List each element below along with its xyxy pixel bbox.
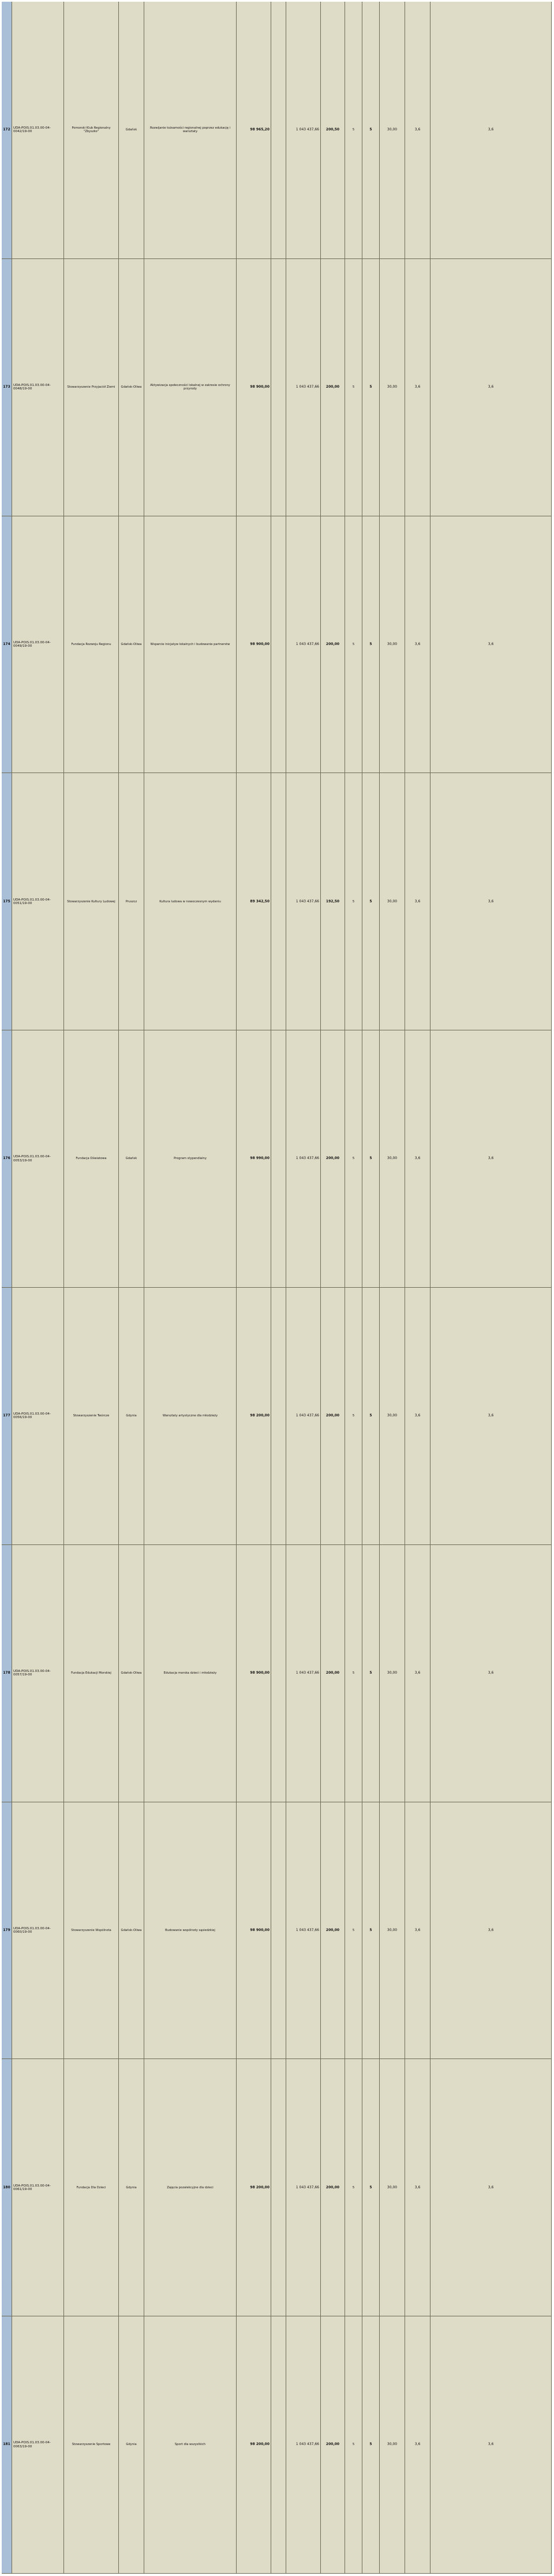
value-d-cell: 30,00 bbox=[380, 259, 405, 516]
row-number-cell: 173 bbox=[2, 259, 12, 516]
application-id-cell: UDA-POIS.01.03.00-04-0049/19-00 bbox=[12, 516, 64, 773]
total-amount-cell: 1 043 437,66 bbox=[286, 2316, 321, 2573]
value-f-cell: 3,6 bbox=[431, 1288, 552, 1544]
city-cell: Gdańsk bbox=[119, 1030, 144, 1287]
value-c-cell: 5 bbox=[362, 2, 380, 258]
value-f-cell: 3,6 bbox=[431, 1545, 552, 1802]
value-e-cell: 3,6 bbox=[405, 2, 431, 258]
value-c-cell: 5 bbox=[362, 516, 380, 773]
project-description-cell: Budowanie wspólnoty sąsiedzkiej bbox=[144, 1802, 237, 2059]
beneficiary-name-cell: Stowarzyszenie Twórcze bbox=[64, 1288, 119, 1544]
city-cell: Gdańsk-Oliwa bbox=[119, 516, 144, 773]
value-c-cell: 5 bbox=[362, 1545, 380, 1802]
score-cell: 200,00 bbox=[321, 1288, 345, 1544]
beneficiary-name-cell: Fundacja Rozwoju Regionu bbox=[64, 516, 119, 773]
total-amount-cell: 1 043 437,66 bbox=[286, 1545, 321, 1802]
value-d-cell: 30,00 bbox=[380, 2059, 405, 2316]
beneficiary-name-cell: Stowarzyszenie Sportowe bbox=[64, 2316, 119, 2573]
value-b-cell: 5 bbox=[345, 516, 362, 773]
value-d-cell: 30,00 bbox=[380, 2316, 405, 2573]
beneficiary-name-cell: Pomorski Klub Regionalny "Zbyszko" bbox=[64, 2, 119, 258]
application-id-cell: UDA-POIS.01.03.00-04-0042/19-00 bbox=[12, 2, 64, 258]
value-b-cell: 5 bbox=[345, 1802, 362, 2059]
amount-cell: 98 200,00 bbox=[237, 2316, 271, 2573]
value-d-cell: 30,00 bbox=[380, 1802, 405, 2059]
value-b-cell: 5 bbox=[345, 2, 362, 258]
value-b-cell: 5 bbox=[345, 2059, 362, 2316]
flag-cell bbox=[271, 259, 286, 516]
value-f-cell: 3,6 bbox=[431, 1030, 552, 1287]
row-number-cell: 172 bbox=[2, 2, 12, 258]
table-row bbox=[2, 1288, 552, 1545]
application-id-cell: UDA-POIS.01.03.00-04-0057/19-00 bbox=[12, 1545, 64, 1802]
score-cell: 200,00 bbox=[321, 2059, 345, 2316]
total-amount-cell: 1 043 437,66 bbox=[286, 1030, 321, 1287]
project-description-cell: Edukacja morska dzieci i młodzieży bbox=[144, 1545, 237, 1802]
total-amount-cell: 1 043 437,66 bbox=[286, 773, 321, 1030]
value-e-cell: 3,6 bbox=[405, 1802, 431, 2059]
beneficiary-name-cell: Fundacja Edukacji Morskiej bbox=[64, 1545, 119, 1802]
city-cell: Gdańsk-Oliwa bbox=[119, 259, 144, 516]
flag-cell bbox=[271, 1545, 286, 1802]
score-cell: 200,00 bbox=[321, 259, 345, 516]
score-cell: 200,50 bbox=[321, 2, 345, 258]
value-c-cell: 5 bbox=[362, 259, 380, 516]
score-cell: 192,50 bbox=[321, 773, 345, 1030]
city-cell: Pruszcz bbox=[119, 773, 144, 1030]
value-e-cell: 3,6 bbox=[405, 259, 431, 516]
project-description-cell: Sport dla wszystkich bbox=[144, 2316, 237, 2573]
project-description-cell: Aktywizacja społeczności lokalnej w zakresie ochrony przyrody bbox=[144, 259, 237, 516]
row-number-cell: 176 bbox=[2, 1030, 12, 1287]
amount-cell: 98 200,00 bbox=[237, 1288, 271, 1544]
amount-cell: 98 900,00 bbox=[237, 259, 271, 516]
beneficiary-name-cell: Fundacja Dla Dzieci bbox=[64, 2059, 119, 2316]
value-c-cell: 5 bbox=[362, 2316, 380, 2573]
value-b-cell: 5 bbox=[345, 1288, 362, 1544]
value-e-cell: 3,6 bbox=[405, 1288, 431, 1544]
value-f-cell: 3,6 bbox=[431, 2, 552, 258]
total-amount-cell: 1 043 437,66 bbox=[286, 2, 321, 258]
value-b-cell: 5 bbox=[345, 259, 362, 516]
flag-cell bbox=[271, 1288, 286, 1544]
value-f-cell: 3,6 bbox=[431, 516, 552, 773]
table-row bbox=[2, 2316, 552, 2574]
value-c-cell: 5 bbox=[362, 1802, 380, 2059]
row-number-cell: 178 bbox=[2, 1545, 12, 1802]
application-id-cell: UDA-POIS.01.03.00-04-0063/19-00 bbox=[12, 2316, 64, 2573]
application-id-cell: UDA-POIS.01.03.00-04-0061/19-00 bbox=[12, 2059, 64, 2316]
value-f-cell: 3,6 bbox=[431, 1802, 552, 2059]
amount-cell: 98 200,00 bbox=[237, 2059, 271, 2316]
beneficiary-name-cell: Stowarzyszenie Kultury Ludowej bbox=[64, 773, 119, 1030]
application-id-cell: UDA-POIS.01.03.00-04-0051/19-00 bbox=[12, 773, 64, 1030]
project-description-cell: Zajęcia pozalekcyjne dla dzieci bbox=[144, 2059, 237, 2316]
value-b-cell: 5 bbox=[345, 1545, 362, 1802]
score-cell: 200,00 bbox=[321, 516, 345, 773]
city-cell: Gdańsk-Oliwa bbox=[119, 1545, 144, 1802]
flag-cell bbox=[271, 2, 286, 258]
value-d-cell: 30,00 bbox=[380, 1545, 405, 1802]
amount-cell: 98 990,00 bbox=[237, 1030, 271, 1287]
total-amount-cell: 1 043 437,66 bbox=[286, 516, 321, 773]
row-number-cell: 180 bbox=[2, 2059, 12, 2316]
value-c-cell: 5 bbox=[362, 1288, 380, 1544]
city-cell: Gdynia bbox=[119, 2316, 144, 2573]
row-number-cell: 174 bbox=[2, 516, 12, 773]
flag-cell bbox=[271, 516, 286, 773]
amount-cell: 98 900,00 bbox=[237, 516, 271, 773]
value-b-cell: 5 bbox=[345, 1030, 362, 1287]
score-cell: 200,00 bbox=[321, 1030, 345, 1287]
value-d-cell: 30,00 bbox=[380, 2, 405, 258]
value-b-cell: 5 bbox=[345, 773, 362, 1030]
table-row bbox=[2, 2, 552, 259]
table-row bbox=[2, 1030, 552, 1288]
value-c-cell: 5 bbox=[362, 1030, 380, 1287]
city-cell: Gdynia bbox=[119, 2059, 144, 2316]
table-row bbox=[2, 2059, 552, 2316]
score-cell: 200,00 bbox=[321, 2316, 345, 2573]
flag-cell bbox=[271, 2059, 286, 2316]
value-f-cell: 3,6 bbox=[431, 259, 552, 516]
amount-cell: 98 900,00 bbox=[237, 1545, 271, 1802]
city-cell: Gdańsk-Oliwa bbox=[119, 1802, 144, 2059]
value-e-cell: 3,6 bbox=[405, 2316, 431, 2573]
flag-cell bbox=[271, 773, 286, 1030]
flag-cell bbox=[271, 1802, 286, 2059]
project-description-cell: Rozwijanie tożsamości regionalnej poprzez edukację i warsztaty bbox=[144, 2, 237, 258]
flag-cell bbox=[271, 1030, 286, 1287]
project-description-cell: Warsztaty artystyczne dla młodzieży bbox=[144, 1288, 237, 1544]
city-cell: Gdańsk bbox=[119, 2, 144, 258]
project-description-cell: Kultura ludowa w nowoczesnym wydaniu bbox=[144, 773, 237, 1030]
city-cell: Gdynia bbox=[119, 1288, 144, 1544]
amount-cell: 98 965,20 bbox=[237, 2, 271, 258]
value-b-cell: 5 bbox=[345, 2316, 362, 2573]
total-amount-cell: 1 043 437,66 bbox=[286, 259, 321, 516]
score-cell: 200,00 bbox=[321, 1545, 345, 1802]
project-description-cell: Wsparcie inicjatyw lokalnych i budowanie partnerstw bbox=[144, 516, 237, 773]
table-row bbox=[2, 516, 552, 774]
total-amount-cell: 1 043 437,66 bbox=[286, 2059, 321, 2316]
value-d-cell: 30,00 bbox=[380, 1288, 405, 1544]
value-e-cell: 3,6 bbox=[405, 773, 431, 1030]
application-id-cell: UDA-POIS.01.03.00-04-0060/19-00 bbox=[12, 1802, 64, 2059]
application-id-cell: UDA-POIS.01.03.00-04-0053/19-00 bbox=[12, 1030, 64, 1287]
value-f-cell: 3,6 bbox=[431, 2059, 552, 2316]
row-number-cell: 177 bbox=[2, 1288, 12, 1544]
row-number-cell: 181 bbox=[2, 2316, 12, 2573]
application-id-cell: UDA-POIS.01.03.00-04-0056/19-00 bbox=[12, 1288, 64, 1544]
value-e-cell: 3,6 bbox=[405, 1545, 431, 1802]
beneficiary-name-cell: Stowarzyszenie Wspólnota bbox=[64, 1802, 119, 2059]
table-row bbox=[2, 1545, 552, 1802]
value-d-cell: 30,00 bbox=[380, 516, 405, 773]
score-cell: 200,00 bbox=[321, 1802, 345, 2059]
table-row bbox=[2, 773, 552, 1030]
amount-cell: 89 342,50 bbox=[237, 773, 271, 1030]
value-e-cell: 3,6 bbox=[405, 1030, 431, 1287]
beneficiary-name-cell: Fundacja Oświatowa bbox=[64, 1030, 119, 1287]
row-number-cell: 179 bbox=[2, 1802, 12, 2059]
flag-cell bbox=[271, 2316, 286, 2573]
value-e-cell: 3,6 bbox=[405, 2059, 431, 2316]
total-amount-cell: 1 043 437,66 bbox=[286, 1288, 321, 1544]
row-number-cell: 175 bbox=[2, 773, 12, 1030]
table bbox=[2, 2, 552, 2574]
value-c-cell: 5 bbox=[362, 2059, 380, 2316]
amount-cell: 98 900,00 bbox=[237, 1802, 271, 2059]
table-row bbox=[2, 259, 552, 516]
value-f-cell: 3,6 bbox=[431, 2316, 552, 2573]
value-e-cell: 3,6 bbox=[405, 516, 431, 773]
project-description-cell: Program stypendialny bbox=[144, 1030, 237, 1287]
value-d-cell: 30,00 bbox=[380, 1030, 405, 1287]
beneficiary-name-cell: Stowarzyszenie Przyjaciół Ziemi bbox=[64, 259, 119, 516]
value-d-cell: 30,00 bbox=[380, 773, 405, 1030]
value-f-cell: 3,6 bbox=[431, 773, 552, 1030]
table-row bbox=[2, 1802, 552, 2060]
total-amount-cell: 1 043 437,66 bbox=[286, 1802, 321, 2059]
value-c-cell: 5 bbox=[362, 773, 380, 1030]
application-id-cell: UDA-POIS.01.03.00-04-0048/19-00 bbox=[12, 259, 64, 516]
